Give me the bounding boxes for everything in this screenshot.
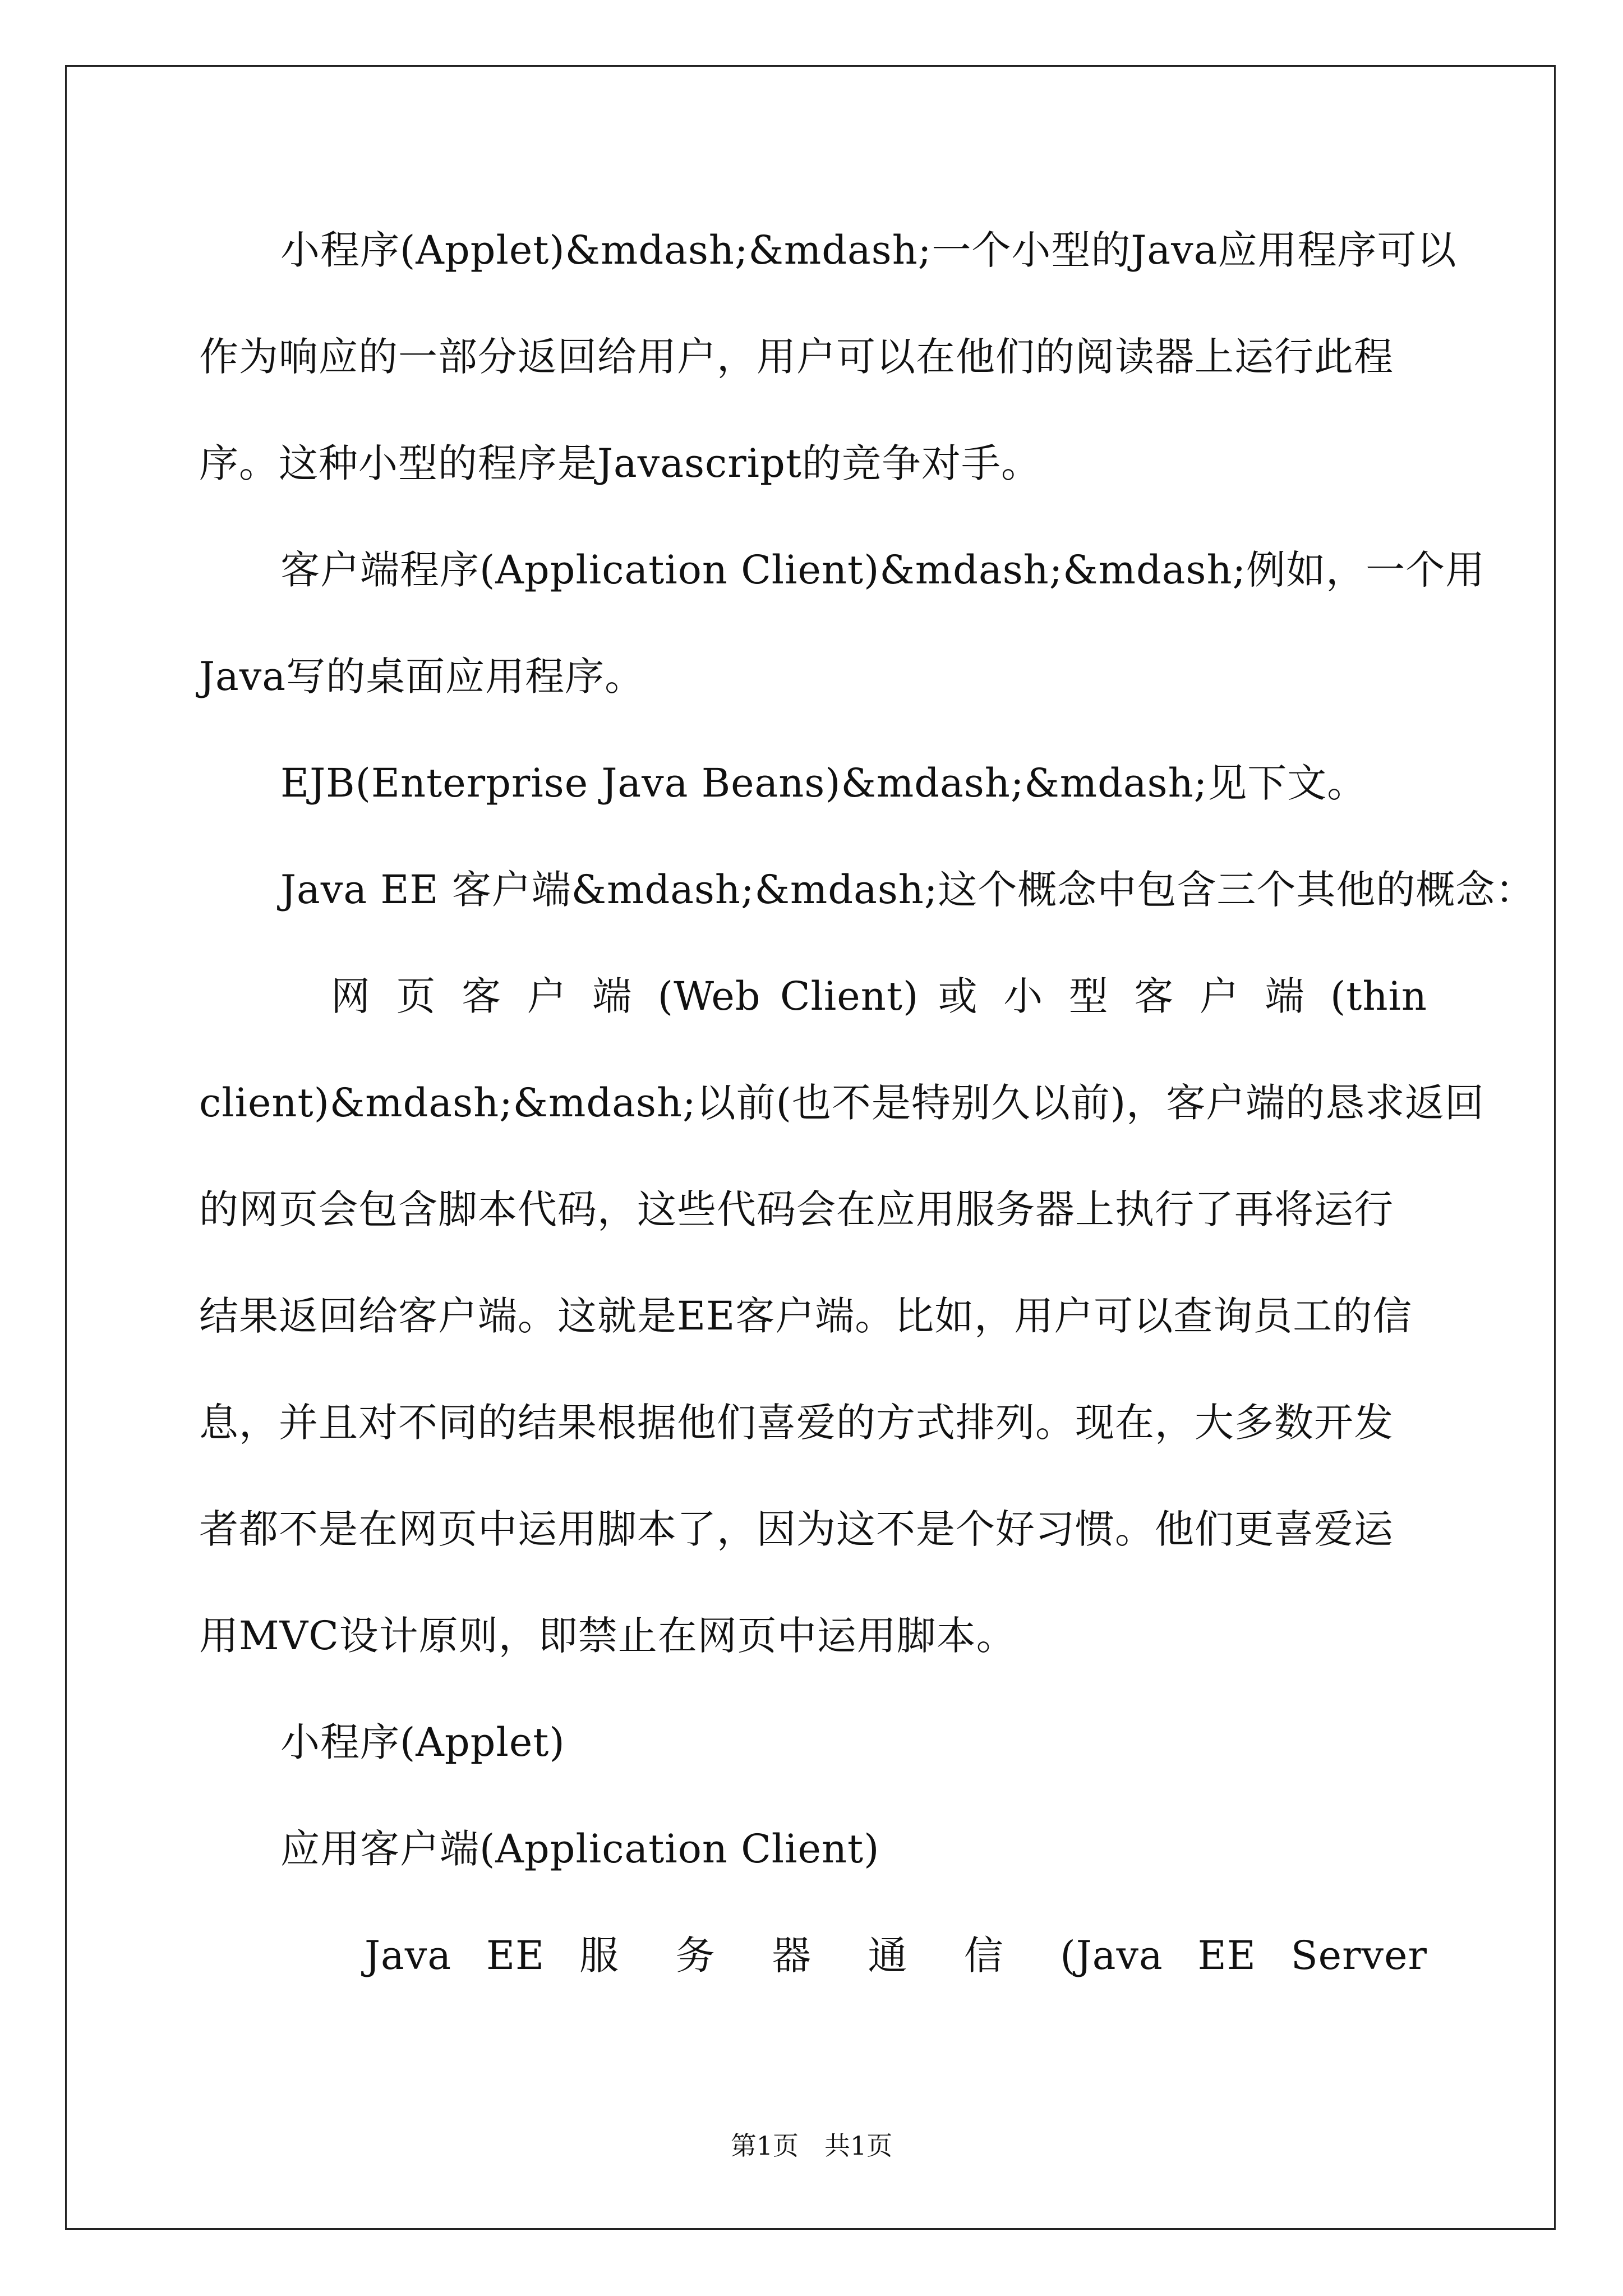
- paragraph-line: 客户端程序(Application Client)&mdash;&mdash;例如，一个用: [280, 547, 1486, 593]
- page-footer: [0, 2129, 1623, 2162]
- paragraph-line: Java写的桌面应用程序。: [199, 654, 645, 700]
- paragraph-line: 应用客户端(Application Client): [280, 1826, 880, 1872]
- paragraph-line: client)&mdash;&mdash;以前(也不是特别久以前)，客户端的恳求返回: [199, 1080, 1485, 1126]
- paragraph-line: 小程序(Applet)&mdash;&mdash;一个小型的Java应用程序可以: [280, 227, 1457, 273]
- paragraph-line: 作为响应的一部分返回给用户，用户可以在他们的阅读器上运行此程: [199, 334, 1394, 380]
- paragraph-line: 序。这种小型的程序是Javascript的竞争对手。: [199, 440, 1041, 486]
- page-total: 共1页: [824, 2131, 893, 2161]
- paragraph-line: 者都不是在网页中运用脚本了，因为这不是个好习惯。他们更喜爱运: [199, 1506, 1394, 1552]
- paragraph-line: 网 页 客 户 端 (Web Client) 或 小 型 客 户 端 (thin: [331, 973, 1427, 1019]
- paragraph-line: Java EE 客户端&mdash;&mdash;这个概念中包含三个其他的概念：: [280, 867, 1536, 913]
- page-number: 第1页: [730, 2131, 799, 2161]
- paragraph-line: 息，并且对不同的结果根据他们喜爱的方式排列。现在，大多数开发: [199, 1400, 1394, 1446]
- paragraph-line: 结果返回给客户端。这就是EE客户端。比如，用户可以查询员工的信: [199, 1293, 1413, 1339]
- paragraph-line: 用MVC设计原则，即禁止在网页中运用脚本。: [199, 1613, 1016, 1659]
- paragraph-line: EJB(Enterprise Java Beans)&mdash;&mdash;见下文。: [280, 760, 1367, 806]
- paragraph-line: 的网页会包含脚本代码，这些代码会在应用服务器上执行了再将运行: [199, 1186, 1394, 1232]
- paragraph-line: Java EE 服 务 器 通 信 (Java EE Server: [365, 1932, 1427, 1978]
- paragraph-line: 小程序(Applet): [280, 1719, 565, 1765]
